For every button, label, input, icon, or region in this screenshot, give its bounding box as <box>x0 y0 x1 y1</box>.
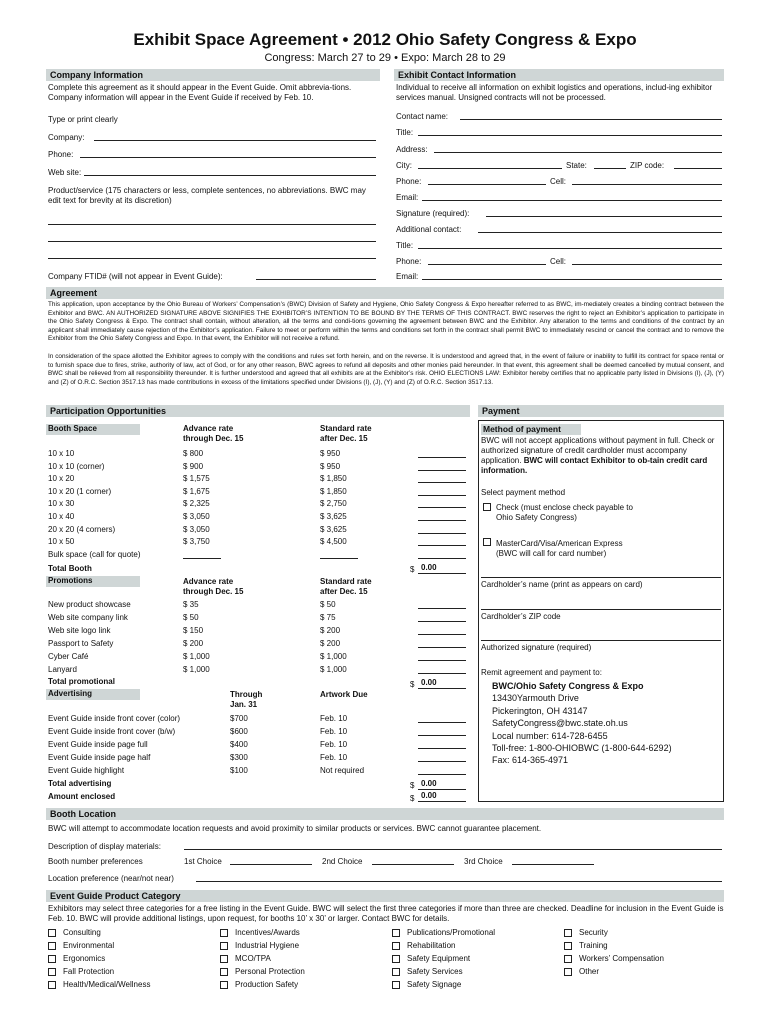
booth-name: Bulk space (call for quote) <box>48 549 141 559</box>
amount-enclosed-dollar: $ <box>410 794 415 803</box>
promo-advance-header-2: through Dec. 15 <box>183 587 244 596</box>
product-line-2[interactable] <box>48 241 376 242</box>
booth-space-header: Booth Space <box>46 424 140 435</box>
advertising-artwork-due: Not required <box>320 766 365 775</box>
contact-email-label: Email: <box>396 193 419 202</box>
booth-name: 10 x 10 <box>48 449 75 458</box>
remit-email[interactable]: SafetyCongress@bwc.state.oh.us <box>492 718 628 729</box>
authorized-signature-label: Authorized signature (required) <box>481 643 592 652</box>
category-checkbox[interactable] <box>48 981 56 989</box>
advertising-artwork-due: Feb. 10 <box>320 740 348 749</box>
location-pref-label: Location preference (near/not near) <box>48 874 174 883</box>
contact-email-field[interactable] <box>422 200 722 201</box>
category-checkbox[interactable] <box>220 929 228 937</box>
additional-phone-field[interactable] <box>428 264 546 265</box>
exhibit-contact-intro: Individual to receive all information on exhibit logistics and operations, includ-ing exhibitor services manual. Unsigned contracts will not be processed. <box>396 83 713 102</box>
additional-title-label: Title: <box>396 241 414 250</box>
booth-standard-price: $ 4,500 <box>320 537 347 547</box>
additional-phone-label: Phone: <box>396 257 422 266</box>
third-choice-label: 3rd Choice <box>464 857 503 866</box>
category-label: Consulting <box>63 928 101 937</box>
remit-label: Remit agreement and payment to: <box>481 668 602 677</box>
promotion-standard-price: $ 1,000 <box>320 652 347 661</box>
product-line-3[interactable] <box>48 258 376 259</box>
advertising-price: $700 <box>230 714 248 723</box>
category-label: Publications/Promotional <box>407 928 496 937</box>
ftid-label: Company FTID# (will not appear in Event Guide): <box>48 272 223 281</box>
check-payment-checkbox[interactable] <box>483 503 491 511</box>
category-label: Safety Equipment <box>407 954 471 963</box>
category-checkbox[interactable] <box>392 942 400 950</box>
booth-advance-blank <box>183 558 221 559</box>
promotion-advance-price: $ 1,000 <box>183 665 210 674</box>
contact-cell-label: Cell: <box>550 177 567 186</box>
booth-name: 10 x 50 <box>48 537 75 547</box>
promotion-name: Passport to Safety <box>48 639 114 648</box>
booth-standard-price: $ 3,625 <box>320 512 347 521</box>
category-label: Training <box>579 941 608 950</box>
total-promotional-dollar: $ <box>410 680 415 689</box>
booth-advance-price: $ 800 <box>183 449 204 458</box>
advertising-quantity-field[interactable] <box>418 761 466 762</box>
category-label: Fall Protection <box>63 967 115 976</box>
artwork-due-header: Artwork Due <box>320 690 368 699</box>
remit-local-number: Local number: 614-728-6455 <box>492 730 608 741</box>
promo-advance-header <box>183 577 243 597</box>
promo-standard-header-2: after Dec. 15 <box>320 587 368 596</box>
category-label: Other <box>579 967 600 976</box>
promotion-quantity-field[interactable] <box>418 634 466 635</box>
promotion-standard-price: $ 1,000 <box>320 665 347 674</box>
total-advertising-line <box>418 789 466 790</box>
booth-advance-header-2: through Dec. 15 <box>183 434 244 443</box>
advertising-quantity-field[interactable] <box>418 735 466 736</box>
advertising-price: $400 <box>230 740 248 749</box>
promotion-name: New product showcase <box>48 600 131 609</box>
type-or-print-note: Type or print clearly <box>48 115 118 124</box>
booth-quantity-field[interactable] <box>418 533 466 534</box>
additional-title-field[interactable] <box>418 248 722 249</box>
page-subtitle: Congress: March 27 to 29 • Expo: March 28 to 29 <box>264 52 506 64</box>
category-checkbox[interactable] <box>564 942 572 950</box>
remit-city: Pickerington, OH 43147 <box>492 705 588 716</box>
booth-name: 10 x 10 (corner) <box>48 461 105 471</box>
method-of-payment-header: Method of payment <box>481 424 581 435</box>
promotion-name: Web site logo link <box>48 626 111 635</box>
advertising-header: Advertising <box>46 689 140 700</box>
booth-quantity-field[interactable] <box>418 545 466 546</box>
promotion-advance-price: $ 200 <box>183 639 204 648</box>
category-checkbox[interactable] <box>564 929 572 937</box>
category-checkbox[interactable] <box>48 929 56 937</box>
participation-header: Participation Opportunities <box>46 405 470 417</box>
booth-quantity-field[interactable] <box>418 507 466 508</box>
total-booth-label: Total Booth <box>48 564 92 573</box>
contact-phone-field[interactable] <box>428 184 546 185</box>
total-booth-dollar: $ <box>410 565 415 574</box>
booth-standard-price: $ 950 <box>320 461 341 471</box>
booth-name: 10 x 20 <box>48 474 75 484</box>
third-choice-field[interactable] <box>512 864 594 865</box>
website-field[interactable] <box>84 175 376 176</box>
cardholder-zip-label: Cardholder’s ZIP code <box>481 612 561 621</box>
category-checkbox[interactable] <box>220 955 228 963</box>
credit-card-checkbox[interactable] <box>483 538 491 546</box>
promotion-quantity-field[interactable] <box>418 621 466 622</box>
category-checkbox[interactable] <box>564 955 572 963</box>
booth-standard-header-2: after Dec. 15 <box>320 434 368 443</box>
advertising-name: Event Guide inside page half <box>48 753 151 762</box>
promotion-advance-price: $ 1,000 <box>183 652 210 661</box>
product-service-label: Product/service (175 characters or less, complete sentences, no abbreviations. BWC may edit text for brevity at its discretion) <box>48 186 366 205</box>
advertising-name: Event Guide inside front cover (b/w) <box>48 727 176 736</box>
product-category-header: Event Guide Product Category <box>46 890 724 902</box>
check-payment-label <box>496 503 633 523</box>
booth-standard-header-1: Standard rate <box>320 424 372 433</box>
company-info-intro: Complete this agreement as it should appear in the Event Guide. Omit abbrevia-tions. Company information will appear in the Event Guide if received by Feb. 10. <box>48 83 352 102</box>
city-field[interactable] <box>418 168 562 169</box>
category-label: Incentives/Awards <box>235 928 300 937</box>
advertising-artwork-due: Feb. 10 <box>320 727 348 736</box>
category-label: Production Safety <box>235 980 299 989</box>
category-label: Personal Protection <box>235 967 305 976</box>
second-choice-label: 2nd Choice <box>322 857 363 866</box>
category-label: Rehabilitation <box>407 941 456 950</box>
first-choice-field[interactable] <box>230 864 312 865</box>
promo-standard-header <box>320 577 372 597</box>
category-label: Industrial Hygiene <box>235 941 300 950</box>
check-payment-label-2: Ohio Safety Congress) <box>496 513 577 522</box>
company-phone-label: Phone: <box>48 150 74 159</box>
category-label: Health/Medical/Wellness <box>63 980 151 989</box>
booth-location-header: Booth Location <box>46 808 724 820</box>
promotion-advance-price: $ 50 <box>183 613 199 622</box>
booth-advance-price: $ 3,750 <box>183 537 210 547</box>
booth-name: 10 x 40 <box>48 512 75 521</box>
credit-card-label-2: (BWC will call for card number) <box>496 549 607 558</box>
booth-advance-price: $ 3,050 <box>183 512 210 521</box>
total-booth-amount: 0.00 <box>421 563 437 572</box>
category-checkbox[interactable] <box>392 929 400 937</box>
first-choice-label: 1st Choice <box>184 857 222 866</box>
exhibit-contact-header: Exhibit Contact Information <box>394 69 724 81</box>
state-field[interactable] <box>594 168 626 169</box>
category-label: Security <box>579 928 608 937</box>
total-promotional-label: Total promotional <box>48 677 115 686</box>
remit-address <box>492 680 672 767</box>
contact-cell-field[interactable] <box>572 184 722 185</box>
contact-title-label: Title: <box>396 128 414 137</box>
signature-label: Signature (required): <box>396 209 470 218</box>
through-header <box>230 690 262 710</box>
location-pref-field[interactable] <box>196 881 722 882</box>
category-label: Safety Services <box>407 967 463 976</box>
promo-advance-header-1: Advance rate <box>183 577 234 586</box>
amount-enclosed-line <box>418 801 466 802</box>
total-advertising-label: Total advertising <box>48 779 112 788</box>
booth-standard-price: $ 1,850 <box>320 474 347 484</box>
booth-quantity-field[interactable] <box>418 457 466 458</box>
payment-contact-note: BWC will contact Exhibitor to ob-tain credit card information. <box>481 456 708 475</box>
booth-quantity-field[interactable] <box>418 470 466 471</box>
total-advertising-amount: 0.00 <box>421 779 437 788</box>
remit-street: 13430Yarmouth Drive <box>492 693 579 704</box>
remit-org: BWC/Ohio Safety Congress & Expo <box>492 681 644 691</box>
promotion-quantity-field[interactable] <box>418 660 466 661</box>
contact-name-label: Contact name: <box>396 112 449 121</box>
total-advertising-dollar: $ <box>410 781 415 790</box>
promotion-standard-price: $ 200 <box>320 639 341 648</box>
advertising-quantity-field[interactable] <box>418 774 466 775</box>
remit-fax: Fax: 614-365-4971 <box>492 755 569 766</box>
amount-enclosed-label: Amount enclosed <box>48 792 116 801</box>
promotion-name: Lanyard <box>48 665 77 674</box>
promotion-standard-price: $ 75 <box>320 613 336 622</box>
company-phone-field[interactable] <box>80 157 376 158</box>
booth-name: 20 x 20 (4 corners) <box>48 524 116 534</box>
category-label: Safety Signage <box>407 980 462 989</box>
advertising-name: Event Guide inside front cover (color) <box>48 714 181 723</box>
promotion-quantity-field[interactable] <box>418 647 466 648</box>
category-checkbox[interactable] <box>392 955 400 963</box>
advertising-price: $100 <box>230 766 248 775</box>
promo-standard-header-1: Standard rate <box>320 577 372 586</box>
credit-card-label-1: MasterCard/Visa/American Express <box>496 539 623 548</box>
advertising-price: $600 <box>230 727 248 736</box>
category-label: Environmental <box>63 941 115 950</box>
through-header-2: Jan. 31 <box>230 700 258 709</box>
zip-label: ZIP code: <box>630 161 665 170</box>
promotion-advance-price: $ 35 <box>183 600 199 609</box>
ftid-field[interactable] <box>256 279 376 280</box>
advertising-name: Event Guide inside page full <box>48 740 148 749</box>
contact-name-field[interactable] <box>460 119 722 120</box>
booth-advance-price: $ 3,050 <box>183 524 210 534</box>
authorized-signature-field[interactable] <box>481 640 721 641</box>
promotions-header: Promotions <box>46 576 140 587</box>
booth-standard-price: $ 2,750 <box>320 499 347 509</box>
zip-field[interactable] <box>674 168 722 169</box>
second-choice-field[interactable] <box>372 864 454 865</box>
additional-cell-label: Cell: <box>550 257 567 266</box>
signature-field[interactable] <box>486 216 722 217</box>
total-promotional-line <box>418 688 466 689</box>
booth-advance-header <box>183 424 243 444</box>
payment-header: Payment <box>478 405 724 417</box>
category-checkbox[interactable] <box>48 968 56 976</box>
cardholder-zip-field[interactable] <box>481 609 721 610</box>
promotion-standard-price: $ 200 <box>320 626 341 635</box>
address-field[interactable] <box>434 152 722 153</box>
agreement-paragraph-1: This application, upon acceptance by the Ohio Bureau of Workers’ Compensation’s (BWC) Division of Safety and Hygiene, Ohio Safety Congress & Expo hereafter referred to as BWC, im-mediately creates a binding contract between the Exhibitor and BWC. AN AUTHORIZED SIGNATURE ABOVE SIGNIFIES THE EXHIBITOR’S INTENTION TO BE BOUND BY THE TERMS OF THIS CONTRACT. BWC reserves the right to reject an Exhibitor’s application to participate in the Ohio Safety Congress & Expo. The contract shall contain, without alteration, all the terms and condi-tions governing the agreement between BWC and the Exhibitor. Any alteration to the terms and conditions of the contract by an applicant shall immediately cause rejection of the Exhibitor’s application. Failure to meet or perform within the terms and conditions set forth in the contract shall permit BWC to immediately rescind or cancel the contract and to remove the Exhibitor from the Ohio Safety Congress and Expo. In that event, the Exhibitor will not receive a refund. <box>48 301 724 343</box>
advertising-artwork-due: Feb. 10 <box>320 753 348 762</box>
booth-standard-price: $ 950 <box>320 449 341 458</box>
additional-cell-field[interactable] <box>572 264 722 265</box>
website-label: Web site: <box>48 168 82 177</box>
cardholder-name-label: Cardholder’s name (print as appears on card) <box>481 580 643 589</box>
booth-prefs-label: Booth number preferences <box>48 857 143 866</box>
contact-title-field[interactable] <box>418 135 722 136</box>
cardholder-name-field[interactable] <box>481 577 721 578</box>
category-checkbox[interactable] <box>220 942 228 950</box>
company-field[interactable] <box>94 140 376 141</box>
agreement-header: Agreement <box>46 287 724 299</box>
city-label: City: <box>396 161 412 170</box>
booth-standard-price: $ 1,850 <box>320 486 347 496</box>
promotion-name: Cyber Café <box>48 652 89 661</box>
booth-standard-price: $ 3,625 <box>320 524 347 534</box>
through-header-1: Through <box>230 690 263 699</box>
booth-advance-header-1: Advance rate <box>183 424 234 433</box>
agreement-paragraph-2: In consideration of the space allotted the Exhibitor agrees to comply with the conditions and rules set forth herein, and on the reverse. It is understood and agreed that, in the event of failure or inability to fulfill its contract for space rental or to furnish space due to fires, strike, authority of law, act of God, or for any other reason, BWC agrees to refund all deposits and other monies paid hereunder. In that event, this agreement shall be deemed cancelled by mutual consent, and BWC shall be relieved from all responsibility thereunder. It is further understood and agreed that all exhibits are at the Exhibitor’s risk. OHIO ELECTIONS LAW: Exhibitor hereby certifies that no applicable party listed in Divisions (I), (J), (Y) and (Z) of O.R.C. Section 3517.13 has made contributions in excess of the limitations specified under Divisions (I), (J), (Y) and (Z) of O.R.C. Section 3517.13. <box>48 353 724 386</box>
advertising-quantity-field[interactable] <box>418 748 466 749</box>
address-label: Address: <box>396 145 428 154</box>
additional-email-label: Email: <box>396 272 419 281</box>
booth-quantity-field[interactable] <box>418 520 466 521</box>
method-of-payment-text <box>481 436 721 476</box>
advertising-artwork-due: Feb. 10 <box>320 714 348 723</box>
product-line-1[interactable] <box>48 224 376 225</box>
booth-location-intro: BWC will attempt to accommodate location requests and avoid proximity to similar products or services. BWC cannot guarantee placement. <box>48 824 542 833</box>
advertising-quantity-field[interactable] <box>418 722 466 723</box>
display-materials-label: Description of display materials: <box>48 842 161 851</box>
category-label: Ergonomics <box>63 954 106 963</box>
total-promotional-amount: 0.00 <box>421 678 437 687</box>
amount-enclosed-amount: 0.00 <box>421 791 437 800</box>
advertising-price: $300 <box>230 753 248 762</box>
company-label: Company: <box>48 133 85 142</box>
product-category-intro: Exhibitors may select three categories for a free listing in the Event Guide. BWC will select the first three categories if more than three are checked. Deadline for inclusion in the Event Guide is Feb. 10. BWC will provide additional listings, upon request, for booths 10’ x 30’ or larger. Contact BWC for details. <box>48 904 724 923</box>
credit-card-label <box>496 539 623 559</box>
booth-advance-price: $ 2,325 <box>183 499 210 509</box>
booth-advance-price: $ 1,675 <box>183 486 210 496</box>
booth-standard-blank <box>320 558 358 559</box>
remit-tollfree: Toll-free: 1-800-OHIOBWC (1-800-644-6292) <box>492 743 672 754</box>
category-checkbox[interactable] <box>220 981 228 989</box>
booth-standard-header <box>320 424 372 444</box>
category-checkbox[interactable] <box>392 968 400 976</box>
promotion-standard-price: $ 50 <box>320 600 336 609</box>
display-materials-field[interactable] <box>184 849 722 850</box>
check-payment-label-1: Check (must enclose check payable to <box>496 503 633 512</box>
company-info-header: Company Information <box>46 69 380 81</box>
category-label: MCO/TPA <box>235 954 271 963</box>
booth-quantity-field[interactable] <box>418 558 466 559</box>
category-checkbox[interactable] <box>392 981 400 989</box>
booth-advance-price: $ 900 <box>183 461 204 471</box>
additional-email-field[interactable] <box>422 279 722 280</box>
category-checkbox[interactable] <box>48 955 56 963</box>
payment-policy-text: BWC will not accept applications without payment in full. Check or authorized signature of credit cardholder must accompany application. <box>481 436 715 465</box>
booth-name: 10 x 20 (1 corner) <box>48 486 112 496</box>
advertising-name: Event Guide highlight <box>48 766 125 775</box>
category-checkbox[interactable] <box>48 942 56 950</box>
additional-contact-field[interactable] <box>478 232 722 233</box>
select-payment-label: Select payment method <box>481 488 566 497</box>
total-booth-line <box>418 573 466 574</box>
booth-name: 10 x 30 <box>48 499 75 509</box>
page-title: Exhibit Space Agreement • 2012 Ohio Safety Congress & Expo <box>133 30 637 49</box>
promotion-advance-price: $ 150 <box>183 626 204 635</box>
category-checkbox[interactable] <box>220 968 228 976</box>
contact-phone-label: Phone: <box>396 177 422 186</box>
category-label: Workers’ Compensation <box>579 954 664 963</box>
promotion-name: Web site company link <box>48 613 128 622</box>
promotion-quantity-field[interactable] <box>418 608 466 609</box>
promotion-quantity-field[interactable] <box>418 673 466 674</box>
booth-quantity-field[interactable] <box>418 495 466 496</box>
booth-advance-price: $ 1,575 <box>183 474 210 484</box>
booth-quantity-field[interactable] <box>418 482 466 483</box>
additional-contact-label: Additional contact: <box>396 225 462 234</box>
state-label: State: <box>566 161 587 170</box>
category-checkbox[interactable] <box>564 968 572 976</box>
